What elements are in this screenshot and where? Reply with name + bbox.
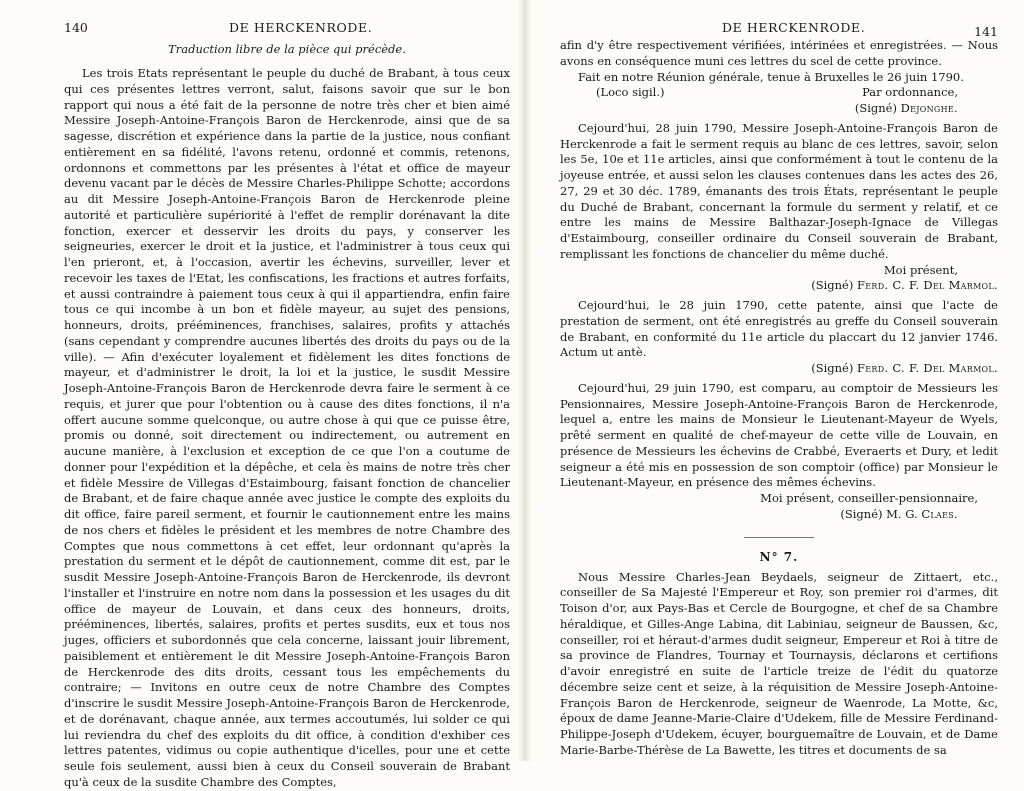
signature-claes	[560, 507, 998, 523]
document-number: N° 7.	[759, 549, 799, 564]
left-subtitle: Traduction libre de la pièce qui précède.	[168, 42, 406, 56]
moi-present: Moi présent,	[883, 262, 958, 277]
right-paragraph-5: Nous Messire Charles-Jean Beydaels, seigneur de Zittaert, etc., conseiller de Sa Majesté l'Empereur et Roy, son premier roi d'armes, dit Toison d'or, aux Pays-Bas et Cercle de Bourgogne, et chef de sa Chambre héraldique, et Gilles-Ange Labina, dit Labiniau, seigneur de Baussen, &c, conseiller, roi et héraut-d'armes dudit seigneur, Empereur et Roi à titre de sa province de Flandres, Tournay et Tournaysis, déclarons et certifions d'avoir enregistré en suite de l'article treize de l'édit du quatorze décembre seize cent et seize, à la réquisition de Messire Joseph-Antoine-François Baron de Herckenrode, seigneur de Waenrode, La Motte, &c, époux de dame Jeanne-Marie-Claire d'Udekem, fille de Messire Ferdinand-Philippe-Joseph d'Udekem, écuyer, bourguemaître de Louvain, et de Dame Marie-Barbe-Thérèse de La Bawette, les titres et documents de sa	[560, 569, 998, 757]
right-fait-line: Fait en notre Réunion générale, tenue à Bruxelles le 26 juin 1790.	[578, 69, 964, 84]
right-paragraph-1: afin d'y être respectivement vérifiées, intérinées et enregistrées. — Nous avons en conséquence muni ces lettres du scel de cette province.	[560, 38, 998, 68]
signature-name: Dejonghe.	[900, 101, 958, 115]
signature-prefix: (Signé)	[811, 278, 854, 293]
par-ordonnance: Par ordonnance,	[862, 85, 958, 100]
signature-prefix: (Signé)	[811, 361, 854, 375]
signature-marmol-1	[560, 278, 998, 294]
left-page-header	[64, 0, 510, 38]
book-gutter	[518, 0, 532, 761]
loco-sigil: (Loco sigil.)	[596, 85, 665, 100]
right-paragraph-3: Cejourd'hui, le 28 juin 1790, cette patente, ainsi que l'acte de prestation de serment, ont été enregistrés au greffe du Conseil souverain de Brabant, en conformité du 11e article du placcart du 12 janvier 1746. Actum ut antè.	[560, 298, 998, 360]
right-page-header	[560, 0, 998, 38]
right-paragraph-4: Cejourd'hui, 29 juin 1790, est comparu, au comptoir de Messieurs les Pensionnaires, Messire Joseph-Antoine-François Baron de Herckenrode, lequel a, entre les mains de Monsieur le Lieutenant-Mayeur de Wyels, prêté serment en qualité de chef-mayeur de cette ville de Louvain, en présence de Messieurs les échevins de Crabbé, Everaerts et Dury, et ledit seigneur a été mis en possession de son comptoir (office) par Monsieur le Lieutenant-Mayeur, en présence des mêmes échevins.	[560, 380, 998, 490]
signature-prefix: (Signé) M. G.	[840, 506, 918, 521]
right-page-number: 141	[974, 24, 998, 39]
section-divider	[744, 537, 814, 538]
signature-prefix: (Signé)	[854, 101, 897, 115]
right-running-title: DE HERCKENRODE.	[722, 20, 866, 35]
right-page	[560, 0, 998, 761]
left-page	[64, 0, 510, 789]
signature-name: Claes.	[921, 506, 958, 521]
signature-marmol-2	[560, 361, 998, 377]
loco-sigil-row	[560, 85, 998, 101]
signature-dejonghe	[560, 101, 998, 117]
left-page-number: 140	[64, 20, 88, 35]
left-running-title: DE HERCKENRODE.	[229, 20, 373, 35]
signature-name: Ferd. C. F. Del Marmol.	[857, 361, 998, 375]
signature-name: Ferd. C. F. Del Marmol.	[857, 278, 998, 293]
left-paragraph: Les trois Etats représentant le peuple du duché de Brabant, à tous ceux qui ces présentes lettres verront, salut, faisons savoir que sur le bon rapport qui nous a été fait de la personne de notre très cher et bien aimé Messire Joseph-Antoine-François Baron de Herckenrode, ainsi que de sa sagesse, discrétion et expérience dans la partie de la justice, nous confiant entièrement en sa fidélité, l'avons retenu, ordonné et commis, retenons, ordonnons et commettons par les présentes à l'état et office de mayeur devenu vacant par le décès de Messire Charles-Philippe Schotte; accordons au dit Messire Joseph-Antoine-François Baron de Herckenrode pleine autorité et particulière supériorité à l'effet de remplir dorénavant la dite fonction, exercer et desservir les droits du pays, y conserver les seigneuries, exercer le droit et la justice, et l'administrer à tous ceux qui l'en prieront, et, à l'occasion, avertir les échevins, surveiller, lever et recevoir les taxes de l'Etat, les confiscations, les fractions et autres forfaits, et aussi contraindre à paiement tous ceux à qui il appartiendra, enfin faire tous ce qui incombe à un bon et fidèle mayeur, au sujet des pensions, honneurs, droits, prééminences, franchises, salaires, profits y attachés (sans cependant y comprendre aucunes libertés des droits du pays ou de la ville). — Afin d'exécuter loyalement et fidèlement les dites fonctions de mayeur, et d'administrer le droit, la loi et la justice, le susdit Messire Joseph-Antoine-François Baron de Herckenrode devra faire le serment à ce requis, et jurer que pour l'obtention ou à cause des dites fonctions, il n'a offert aucune somme quelconque, ou autre chose à qui que ce puisse être, promis ou donné, soit directement ou indirectement, ou autrement en aucune manière, à l'exclusion et exception de ce que l'on a coutume de donner pour l'expédition et la dépêche, et cela ès mains de notre très cher et fidèle Messire de Villegas d'Estaimbourg, faisant fonction de chancelier de Brabant, et de faire chaque année avec justice le compte des exploits du dit office, faire pareil serment, et fournir le cautionnement entre les mains de nos chers et fidèles le président et les membres de notre Chambre des Comptes que nous commettons à cet effet, leur ordonnant qu'après la prestation du serment et le dépôt de cautionnement, comme dit est, par le susdit Messire Joseph-Antoine-François Baron de Herckenrode, ils devront l'installer et l'instruire en notre nom dans la possession et les usages du dit office de mayeur de Louvain, et dans ceux des honneurs, droits, prééminences, libertés, salaires, profits et pertes susdits, eux et tous nos juges, officiers et subordonnés que cela concerne, laissant jouir librement, paisiblement et entièrement le dit Messire Joseph-Antoine-François Baron de Herckenrode des dits droits, cessant tous les empêchements du contraire; — Invitons en outre ceux de notre Chambre des Comptes d'inscrire le susdit Messire Joseph-Antoine-François Baron de Herckenrode, et de dorénavant, chaque année, aux termes accoutumés, lui solder ce qui lui reviendra du chef des exploits du dit office, à condition d'exhiber ces lettres patentes, vidimus ou copie authentique d'icelles, pour une et cette seule fois seulement, aussi bien à ceux du Conseil souverain de Brabant qu'à ceux de la susdite Chambre des Comptes,	[64, 66, 510, 789]
right-paragraph-2: Cejourd'hui, 28 juin 1790, Messire Joseph-Antoine-François Baron de Herckenrode a fait le serment requis au blanc de ces lettres, savoir, selon les 5e, 10e et 11e articles, ainsi que conformément à tout le contenu de la joyeuse entrée, et aussi selon les clauses contenues dans les actes des 26, 27, 29 et 30 déc. 1789, émanants des trois États, représentant le peuple du Duché de Brabant, concernant la formule du serment y relatif, et ce entre les mains de Messire Balthazar-Joseph-Ignace de Villegas d'Estaimbourg, conseiller ordinaire du Conseil souverain de Brabant, remplissant les fonctions de chancelier du même duché.	[560, 120, 998, 261]
moi-present-conseiller: Moi présent, conseiller-pensionnaire,	[760, 491, 978, 505]
